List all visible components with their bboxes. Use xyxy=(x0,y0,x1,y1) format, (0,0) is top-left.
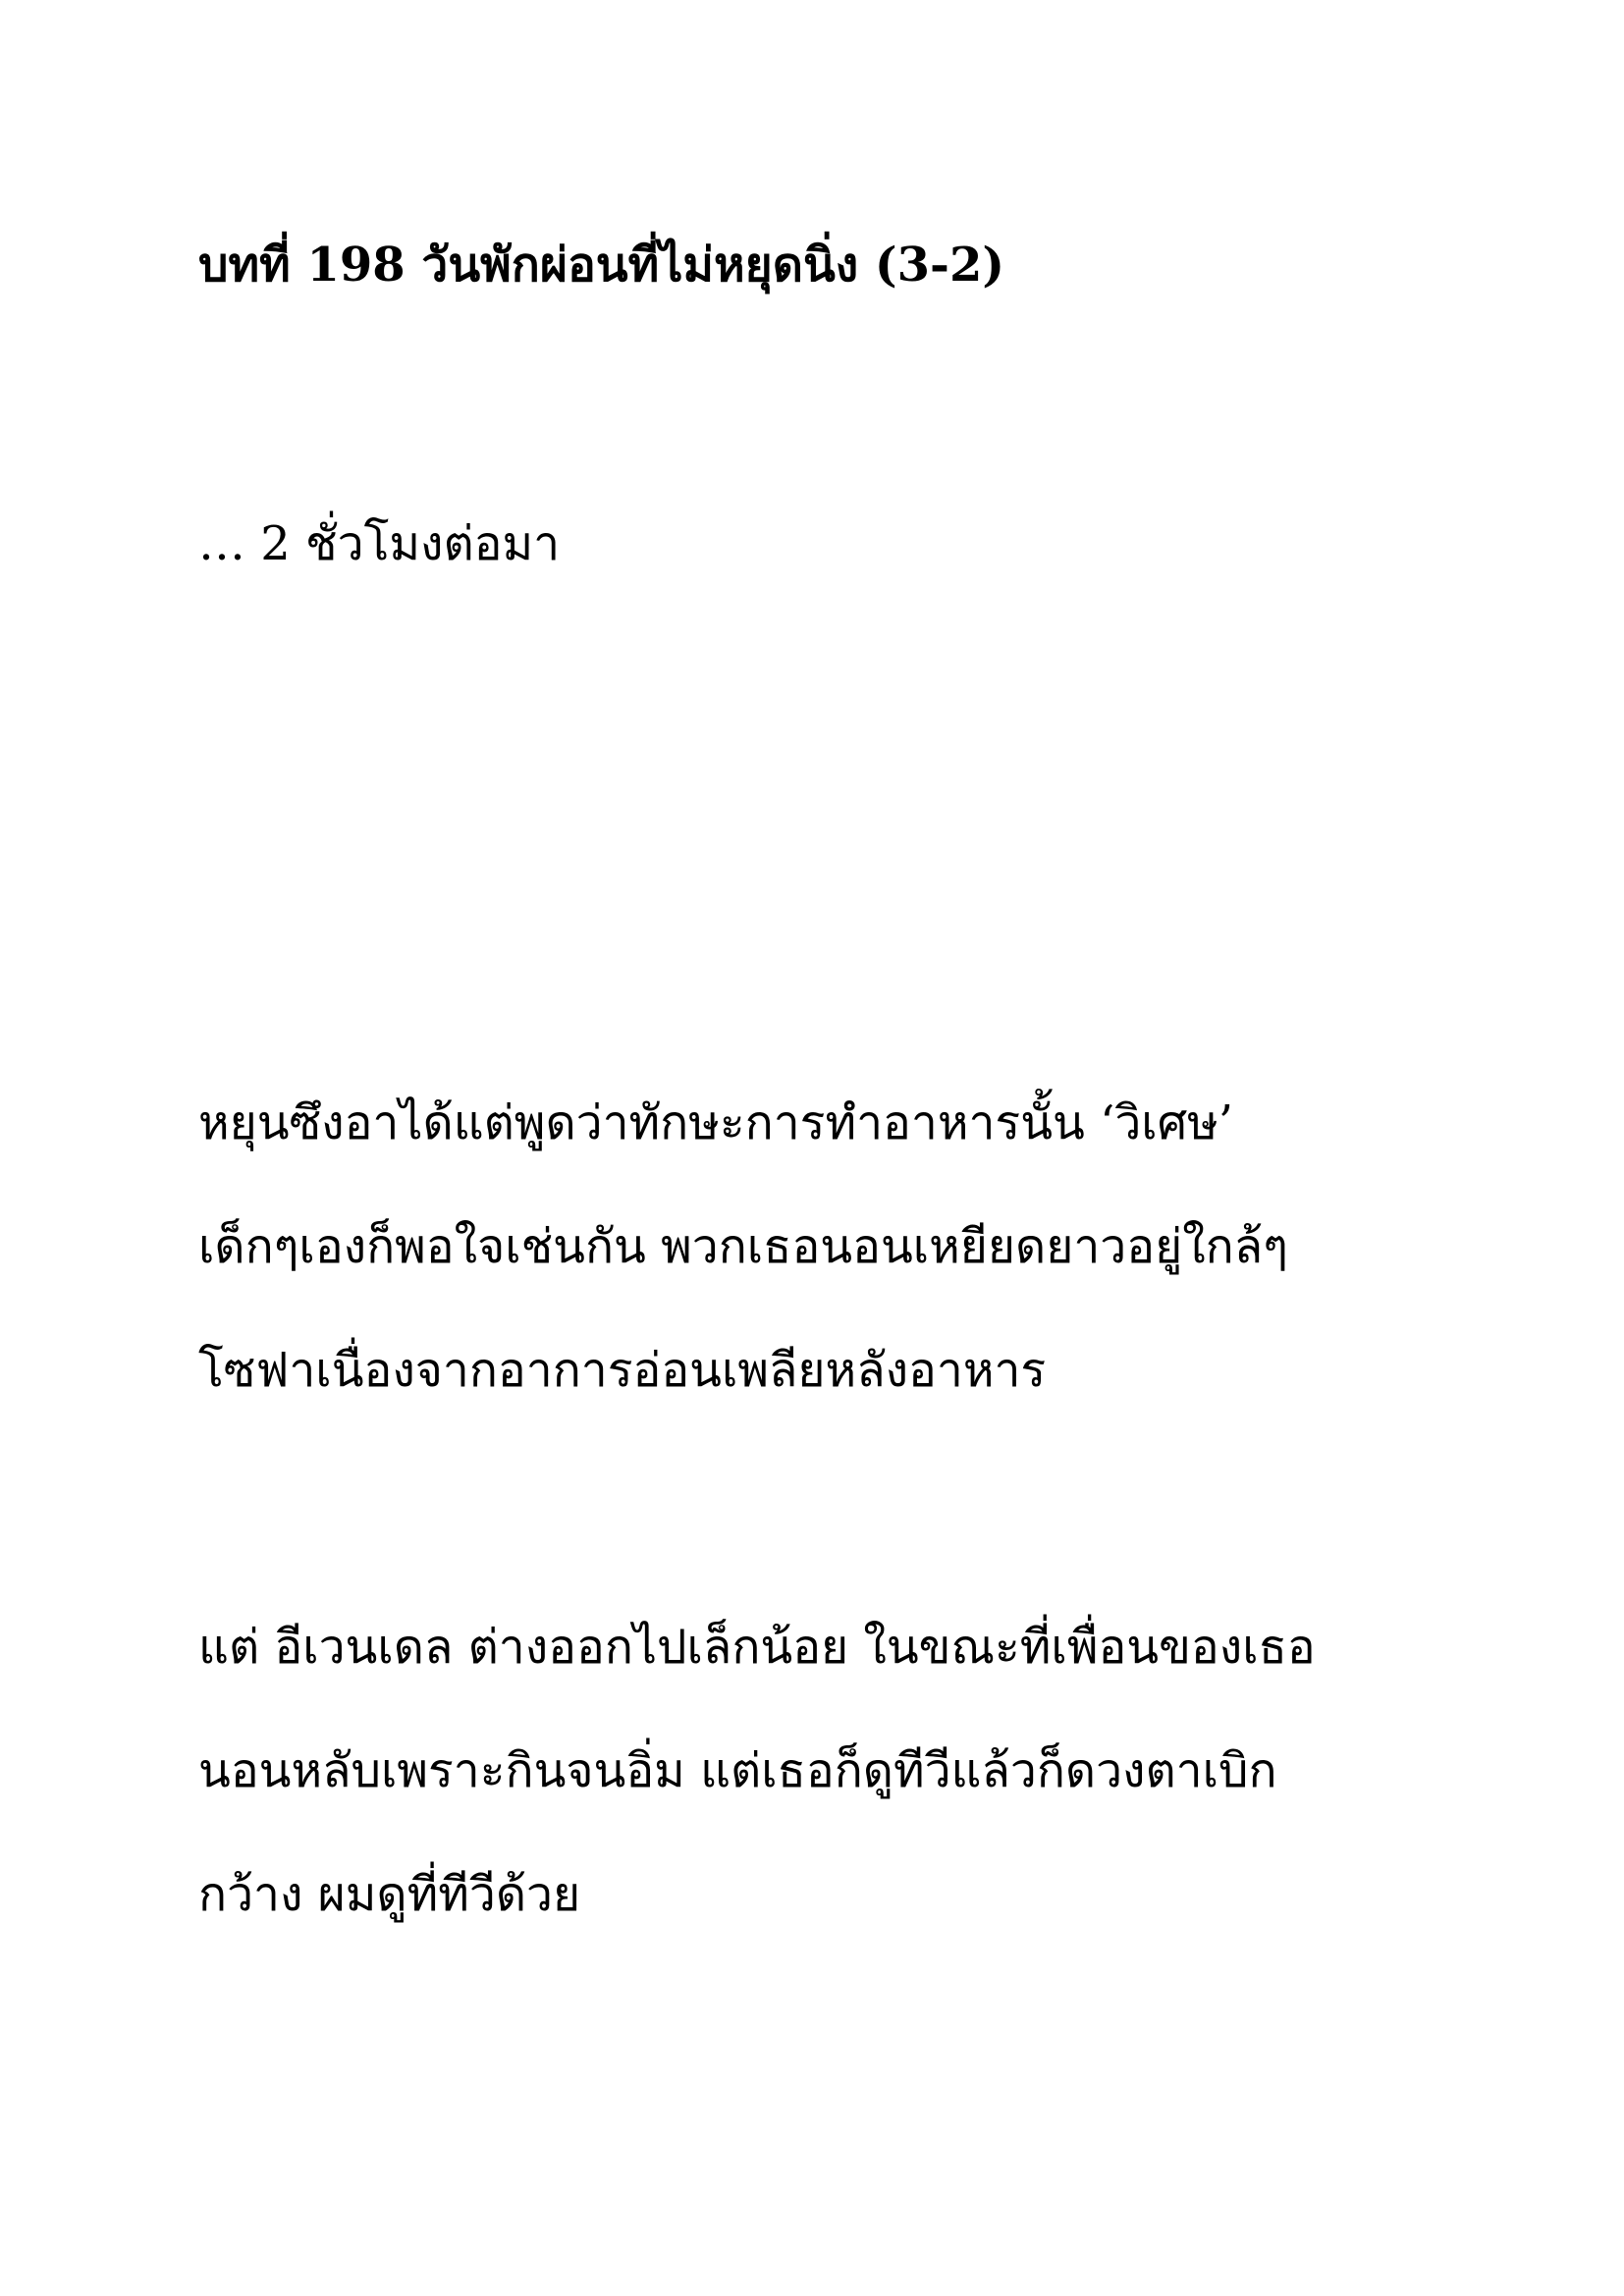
paragraph-line: นอนหลับเพราะกินจนอิ่ม แต่เธอก็ดูทีวีแล้วก็ดวงตาเบิก xyxy=(198,1743,1277,1798)
paragraph-line: แต่ อีเวนเดล ต่างออกไปเล็กน้อย ในขณะที่เพื่อนของเธอ xyxy=(198,1620,1316,1675)
time-skip-text: … 2 ชั่วโมงต่อมา xyxy=(198,516,561,571)
paragraph xyxy=(198,1061,1288,1432)
paragraph-line: กว้าง ผมดูที่ทีวีด้วย xyxy=(198,1867,581,1922)
chapter-title: บทที่ 198 วันพักผ่อนที่ไม่หยุดนิ่ง (3-2) xyxy=(198,238,1005,293)
paragraph-line: โซฟาเนื่องจากอาการอ่อนเพลียหลังอาหาร xyxy=(198,1343,1047,1398)
paragraph xyxy=(198,1585,1316,1956)
paragraph-line: หยุนซึงอาได้แต่พูดว่าทักษะการทำอาหารนั้น ‘วิเศษ’ xyxy=(198,1095,1234,1150)
paragraph-line: เด็กๆเองก็พอใจเช่นกัน พวกเธอนอนเหยียดยาวอยู่ใกล้ๆ xyxy=(198,1219,1288,1274)
